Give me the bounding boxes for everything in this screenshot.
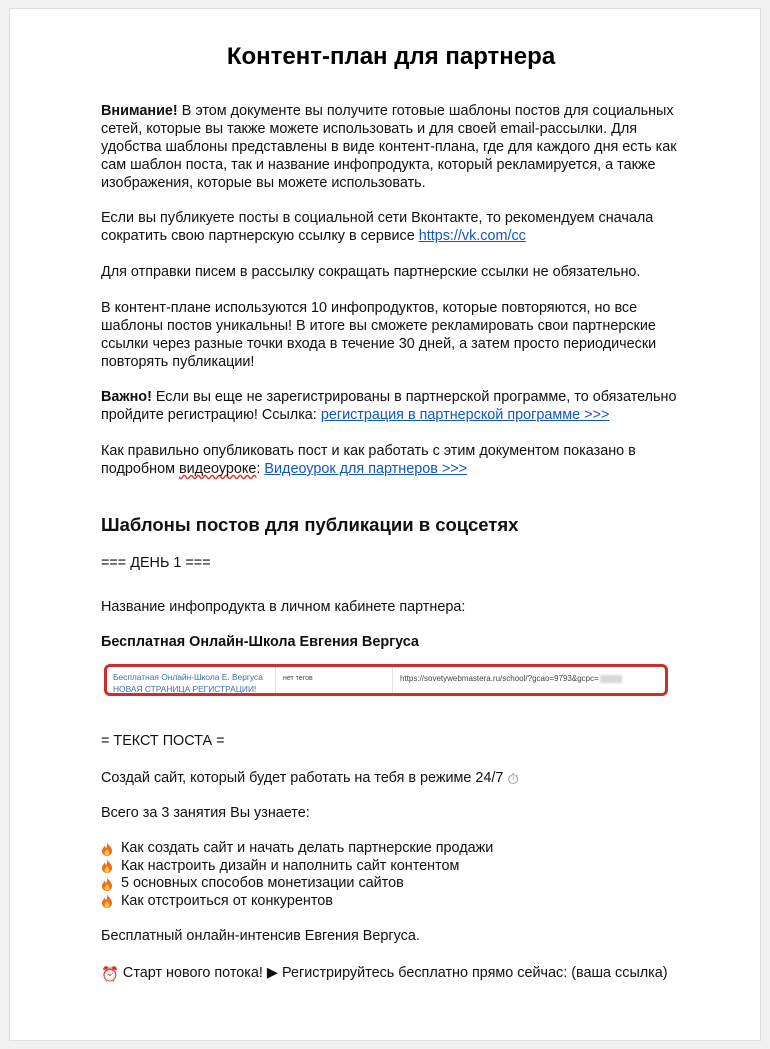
post-line-4: [101, 964, 681, 984]
screenshot-product-name: Бесплатная Онлайн-Школа Е. Вергуса: [113, 672, 263, 682]
post-line-2: Всего за 3 занятия Вы узнаете:: [101, 805, 310, 821]
screenshot-product-note: НОВАЯ СТРАНИЦА РЕГИСТРАЦИИ!: [113, 684, 257, 694]
page-title: Контент-план для партнера: [226, 43, 556, 70]
list-item-text: Как отстроиться от конкурентов: [121, 892, 333, 909]
intro-text-5: Если вы еще не зарегистрированы в партнерской программе, то обязательно пройдите регистрацию! Ссылка:: [101, 389, 677, 423]
intro-paragraph-4: В контент-плане используются 10 инфопродуктов, которые повторяются, но все шаблоны постов уникальны! В итоге вы сможете рекламировать свои партнерские ссылки через разные точки входа в течение 30 дней, а затем просто периодически повторять публикации!: [101, 300, 657, 370]
screenshot-product-cell: [113, 671, 273, 695]
registration-link[interactable]: регистрация в партнерской программе >>>: [320, 407, 610, 423]
list-item: [101, 840, 681, 858]
list-item: [101, 893, 681, 911]
screenshot-url: https://sovetywebmastera.ru/school/?gcao=9793&gcpc=: [400, 674, 599, 683]
alarm-clock-icon: ⏰: [101, 967, 119, 983]
intro-paragraph-3: Для отправки писем в рассылку сокращать партнерские ссылки не обязательно.: [101, 264, 641, 280]
day-label: === ДЕНЬ 1 ===: [101, 555, 211, 571]
product-name: Бесплатная Онлайн-Школа Евгения Вергуса: [101, 634, 419, 650]
stopwatch-icon: ⏱: [507, 772, 519, 788]
misspelled-word: видеоуроке: [178, 461, 257, 477]
product-label: Название инфопродукта в личном кабинете партнера:: [101, 599, 466, 615]
document-page: [9, 8, 761, 1041]
screenshot-url-cell: [400, 674, 622, 683]
list-item-text: Как создать сайт и начать делать партнерские продажи: [121, 840, 494, 856]
play-icon: ▶: [266, 965, 278, 981]
section-heading: Шаблоны постов для публикации в соцсетях: [101, 514, 519, 535]
fire-icon: [101, 877, 113, 891]
vk-cc-link[interactable]: https://vk.com/cc: [418, 228, 526, 244]
post-line-1-text: Создай сайт, который будет работать на тебя в режиме 24/7: [101, 770, 504, 786]
post-heading: = ТЕКСТ ПОСТА =: [101, 733, 225, 749]
post-list: [101, 840, 681, 910]
post-line-1: [101, 769, 681, 789]
intro-paragraph-2: [101, 209, 681, 245]
intro-text-6b: :: [256, 461, 265, 477]
list-item: [101, 858, 681, 876]
screenshot-divider: [392, 667, 393, 693]
list-item-text: Как настроить дизайн и наполнить сайт контентом: [121, 857, 460, 874]
attention-label: Внимание!: [101, 103, 178, 119]
post-line-3: Бесплатный онлайн-интенсив Евгения Вергуса.: [101, 928, 420, 944]
intro-text-2: Если вы публикуете посты в социальной сети Вконтакте, то рекомендуем сначала сократить свою партнерскую ссылку в сервисе: [101, 210, 654, 244]
intro-paragraph-5: [101, 388, 681, 424]
fire-icon: [101, 842, 113, 856]
fire-icon: [101, 859, 113, 873]
list-item: [101, 875, 681, 893]
fire-icon: [101, 894, 113, 908]
post-line-4-cta: Регистрируйтесь бесплатно прямо сейчас: (ваша ссылка): [278, 965, 668, 981]
intro-paragraph-6: [101, 442, 681, 478]
product-screenshot: [104, 664, 668, 696]
important-label: Важно!: [101, 389, 152, 405]
intro-paragraph-1: [101, 102, 681, 192]
screenshot-divider: [275, 667, 276, 693]
post-line-4-start: Старт нового потока!: [118, 965, 267, 981]
intro-text-1: В этом документе вы получите готовые шаблоны постов для социальных сетей, которые вы также можете использовать и для своей email-рассылки. Для удобства шаблоны представлены в виде контент-плана, где для каждого дня есть как сам шаблон поста, так и название инфопродукта, который рекламируется, а также изображения, которые вы можете использовать.: [101, 103, 677, 191]
screenshot-tags: нет тегов: [283, 675, 313, 682]
intro-text-6a: Как правильно опубликовать пост и как работать с этим документом показано в подробном: [101, 443, 636, 477]
list-item-text: 5 основных способов монетизации сайтов: [121, 875, 404, 891]
blurred-id: [600, 675, 622, 683]
video-lesson-link[interactable]: Видеоурок для партнеров >>>: [264, 461, 468, 477]
